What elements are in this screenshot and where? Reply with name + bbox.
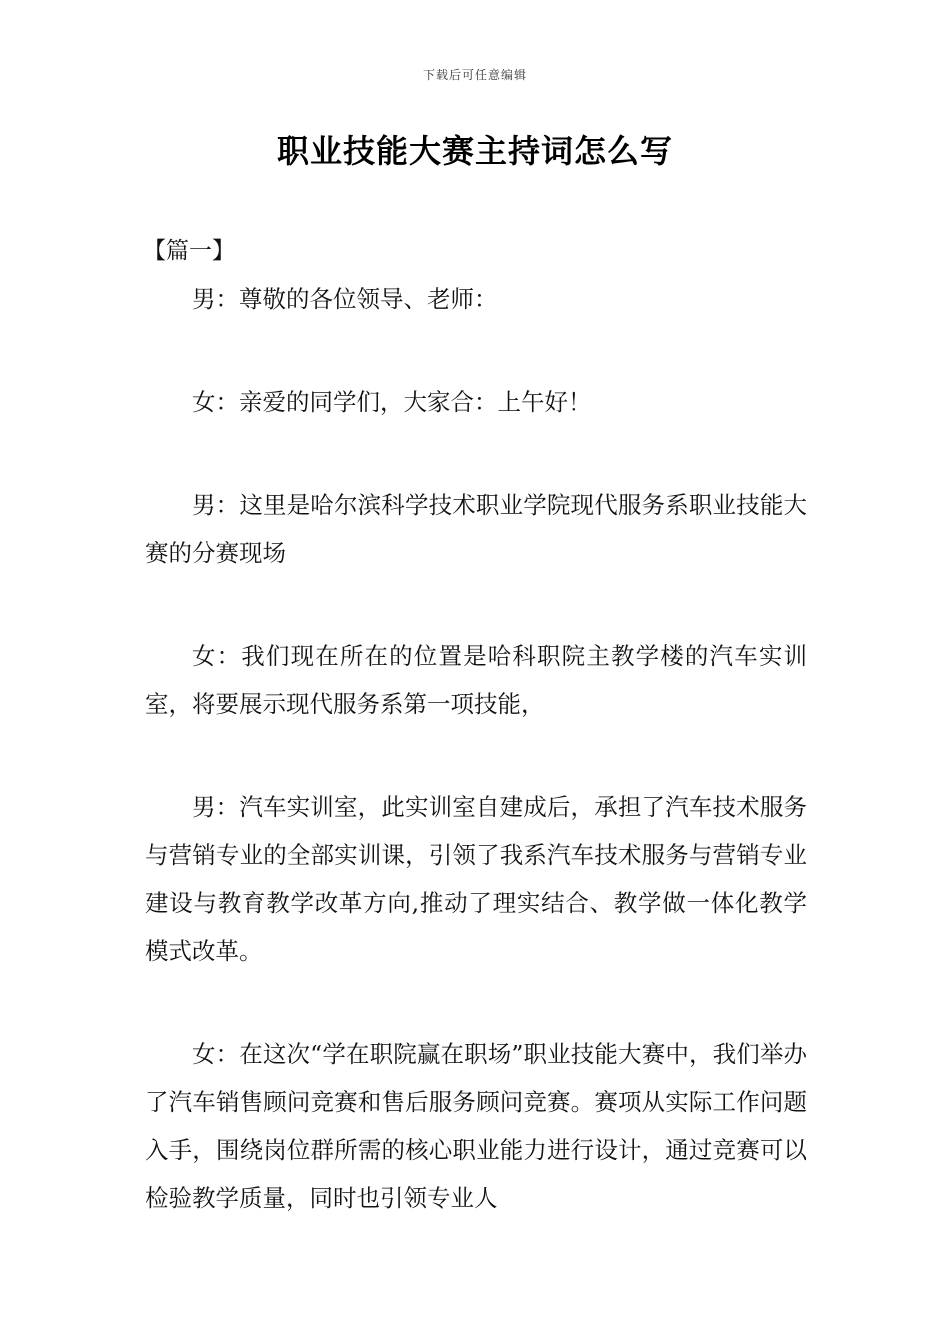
section-label: 【篇一】	[143, 238, 235, 264]
paragraph-4: 女：我们现在所在的位置是哈科职院主教学楼的汽车实训室，将要展示现代服务系第一项技能，	[145, 642, 807, 718]
paragraph-5: 男：汽车实训室，此实训室自建成后，承担了汽车技术服务与营销专业的全部实训课，引领了我系汽车技术服务与营销专业建设与教育教学改革方向,推动了理实结合、教学做一体化教学模式改革。	[145, 793, 807, 965]
document-title: 职业技能大赛主持词怎么写	[276, 132, 673, 170]
paragraph-3: 男：这里是哈尔滨科学技术职业学院现代服务系职业技能大赛的分赛现场	[145, 491, 807, 567]
paragraph-6: 女：在这次“学在职院赢在职场”职业技能大赛中，我们举办了汽车销售顾问竞赛和售后服务顾问竞赛。赛项从实际工作问题入手，围绕岗位群所需的核心职业能力进行设计，通过竞赛可以检验教学质量，同时也引领专业人	[145, 1040, 807, 1212]
paragraph-1: 男：尊敬的各位领导、老师：	[192, 285, 498, 313]
header-note: 下载后可任意编辑	[422, 68, 527, 82]
paragraph-2: 女：亲爱的同学们，大家合：上午好！	[192, 388, 592, 416]
document-body	[145, 275, 807, 1277]
